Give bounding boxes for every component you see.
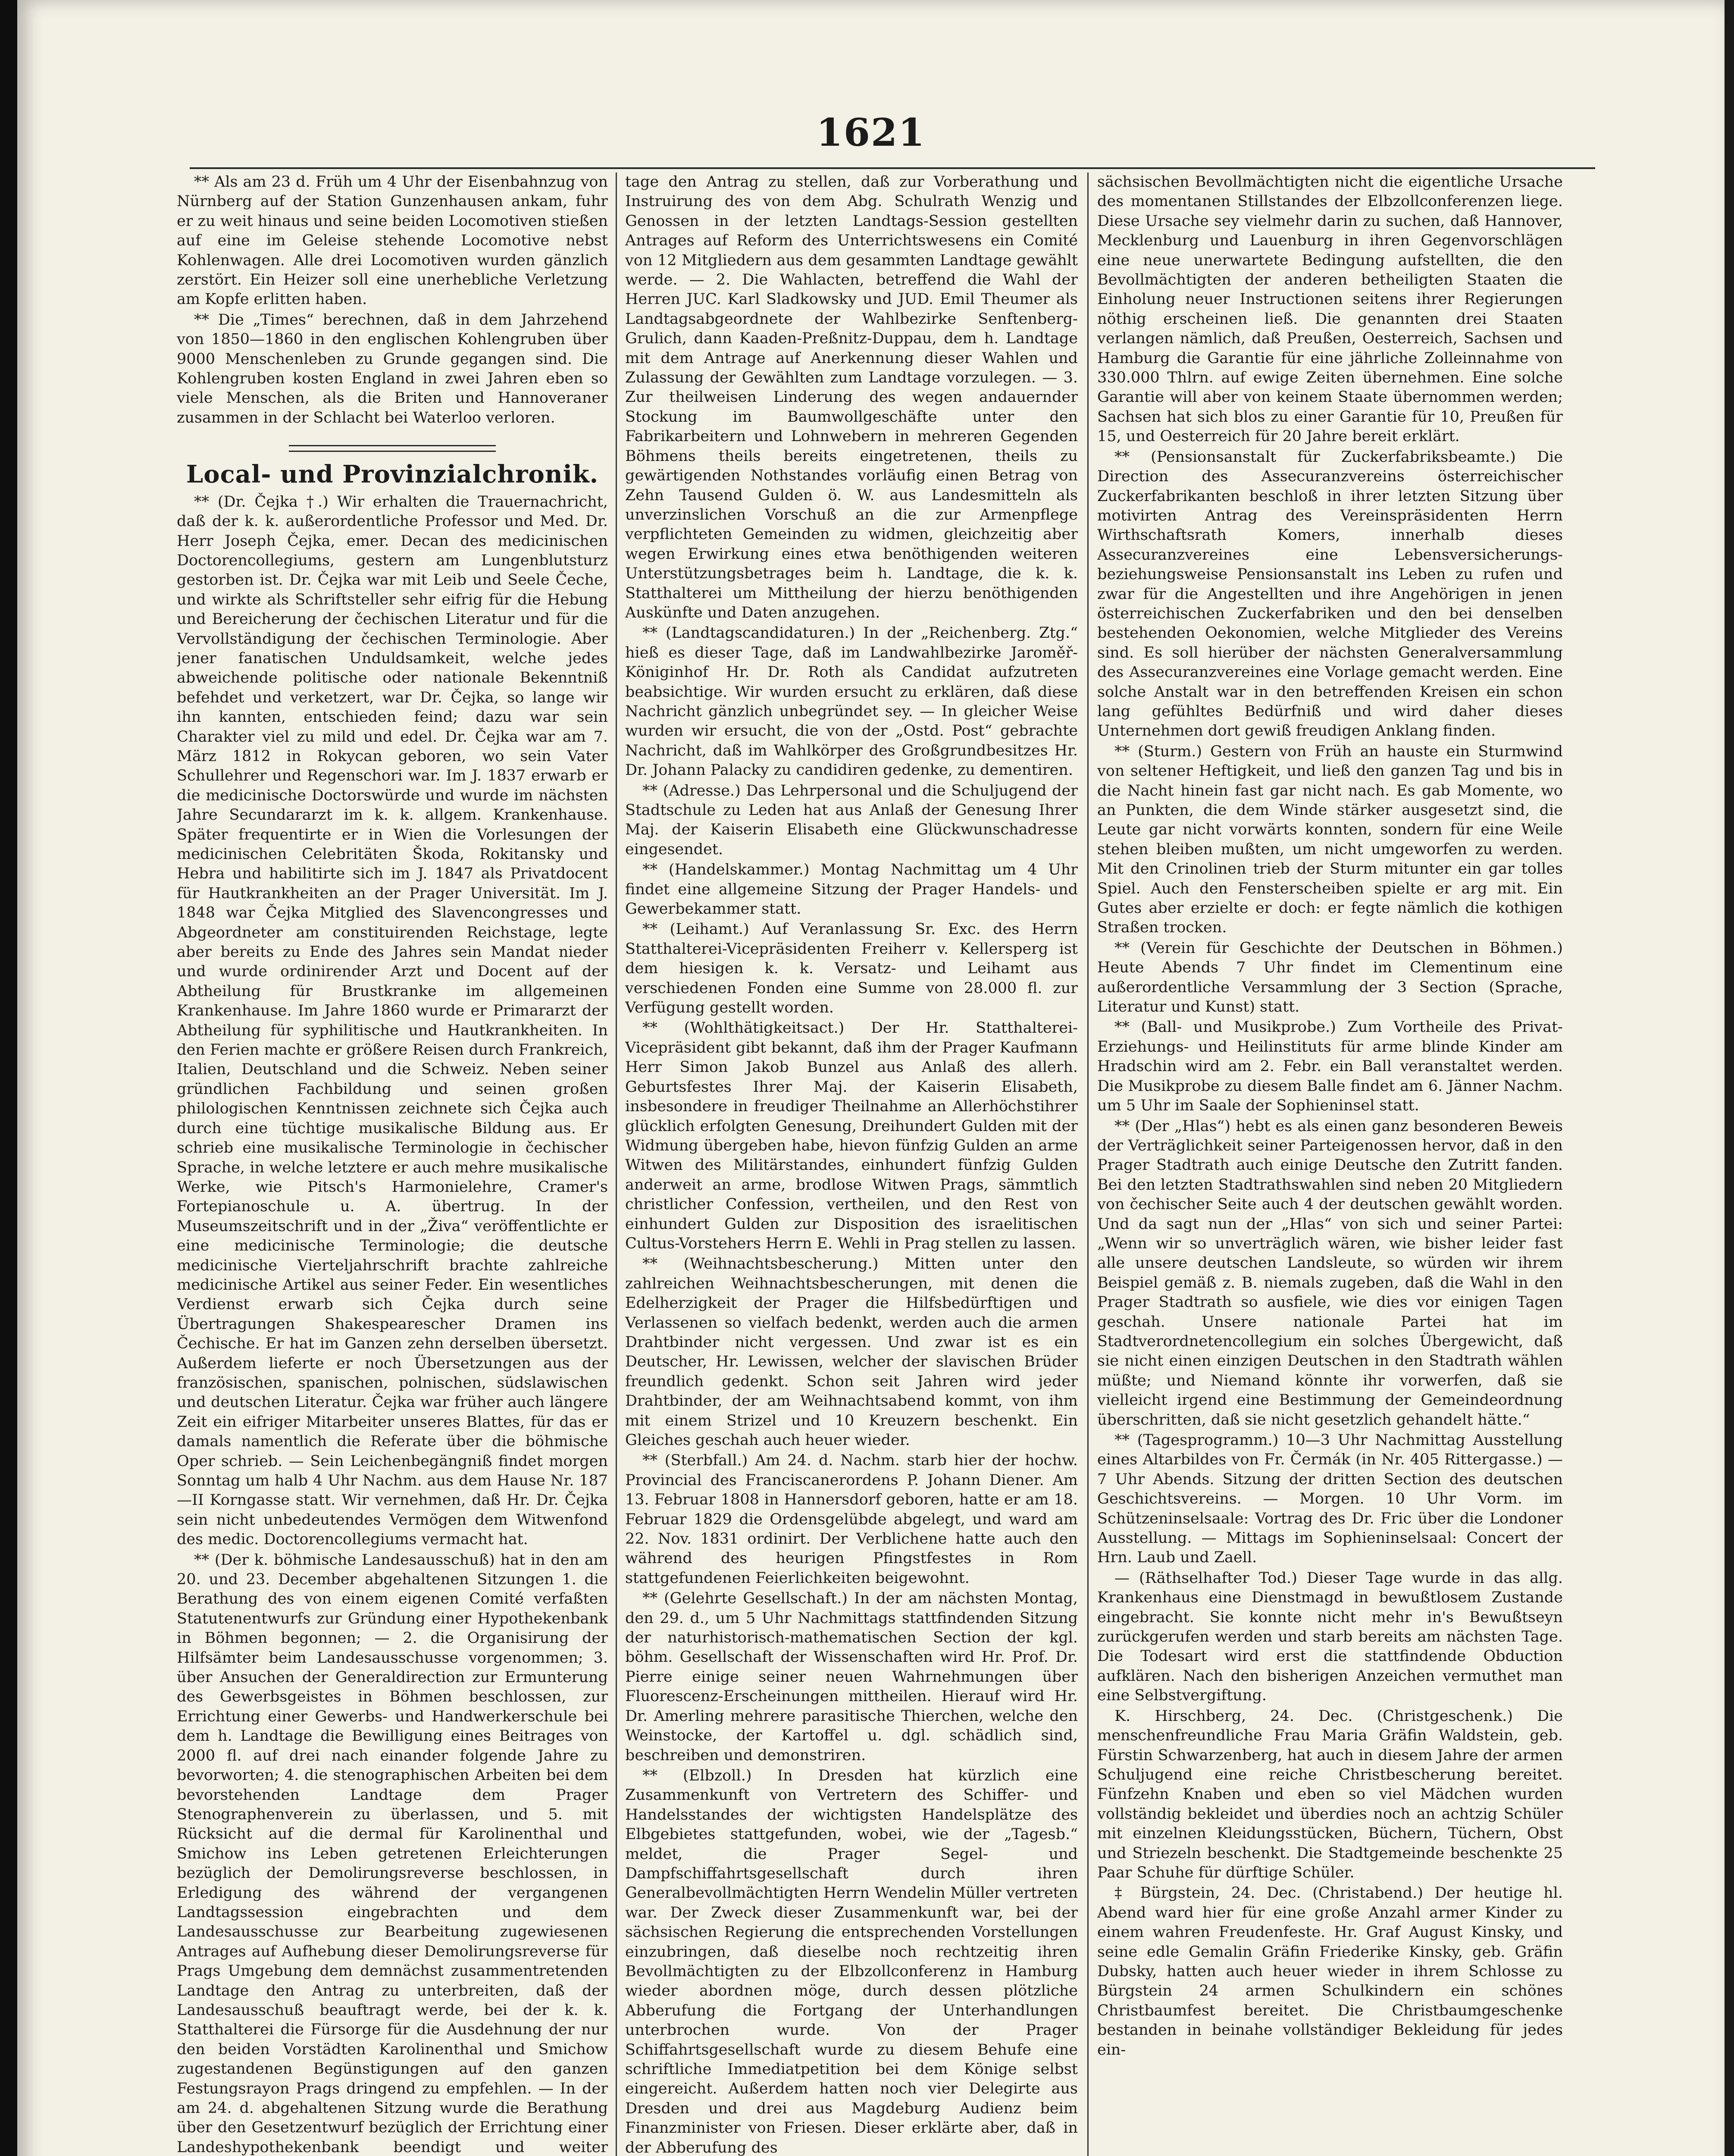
column-divider	[1087, 172, 1089, 2156]
article-paragraph: sächsischen Bevollmächtigten nicht die eigentliche Ursache des momentanen Stillstandes der Elbzollconferenzen liege. Diese Ursache sey vielmehr darin zu suchen, daß Hannover, Mecklenburg und Lauenburg in ihren Gegenvorschlägen eine neue unerwartete Bedingung aufstellten, die den Bevollmächtigten der anderen betheiligten Staaten die Einholung neuer Instructionen seitens ihrer Regierungen nöthig erscheinen ließ. Die genannten drei Staaten verlangen nämlich, daß Preußen, Oesterreich, Sachsen und Hamburg die Garantie für eine jährliche Zolleinnahme von 330.000 Thlrn. auf ewige Zeiten übernehmen. Eine solche Garantie will aber von keinem Staate übernommen werden; Sachsen hat sich blos zu einer Garantie für 10, Preußen für 15, und Oesterreich für 20 Jahre bereit erklärt.	[1097, 173, 1563, 445]
article-paragraph: ** Als am 23 d. Früh um 4 Uhr der Eisenbahnzug von Nürnberg auf der Station Gunzenhausen ankam, fuhr er zu weit hinaus und seine beiden Locomotiven stießen auf eine im Geleise stehende Locomotive nebst Kohlenwagen. Alle drei Locomotiven wurden gänzlich zerstört. Ein Heizer soll eine unerhebliche Verletzung am Kopfe erlitten haben.	[177, 173, 608, 308]
article-paragraph: ** (Ball- und Musikprobe.) Zum Vortheile des Privat-Erziehungs- und Heilinstituts für arme blinde Kinder am Hradschin wird am 2. Febr. ein Ball veranstaltet werden. Die Musikprobe zu diesem Balle findet am 6. Jänner Nachm. um 5 Uhr im Saale der Sophieninsel statt.	[1097, 1018, 1563, 1115]
article-paragraph: ** Die „Times“ berechnen, daß in dem Jahrzehend von 1850—1860 in den englischen Kohlengruben über 9000 Menschenleben zu Grunde gegangen sind. Die Kohlengruben kosten England in zwei Jahren eben so viele Menschen, als die Briten und Hannoveraner zusammen in der Schlacht bei Waterloo verloren.	[177, 311, 608, 426]
article-paragraph: ** (Wohlthätigkeitsact.) Der Hr. Statthalterei-Vicepräsident gibt bekannt, daß ihm der Prager Kaufmann Herr Simon Jakob Bunzel aus Anlaß des allerh. Geburtsfestes Ihrer Maj. der Kaiserin Elisabeth, insbesondere in freudiger Theilnahme an Allerhöchstihrer glücklich erfolgten Genesung, Dreihundert Gulden mit der Widmung übergeben habe, hievon fünfzig Gulden an arme Witwen des Militärstandes, einhundert fünfzig Gulden anderweit an arme, brodlose Witwen Prags, sämmtlich christlicher Confession, vertheilen, und den Rest von einhundert Gulden zur Disposition des israelitischen Cultus-Vorstehers Herrn E. Wehli in Prag stellen zu lassen.	[625, 1019, 1078, 1252]
article-paragraph: ** (Pensionsanstalt für Zuckerfabriksbeamte.) Die Direction des Assecuranzvereins österreichischer Zuckerfabrikanten beschloß in ihrer letzten Sitzung über motivirten Antrag des Vereinspräsidenten Herrn Wirthschaftsrath Komers, innerhalb dieses Assecuranzvereines eine Lebensversicherungs- beziehungsweise Pensionsanstalt ins Leben zu rufen und zwar für die Angestellten und ihre Angehörigen in jenen österreichischen Zuckerfabriken und den bei denselben bestehenden Oekonomien, welche Mitglieder des Vereins sind. Es soll hierüber der nächsten Generalversammlung des Assecuranzvereines eine Vorlage gemacht werden. Eine solche Anstalt war in den betreffenden Kreisen ein schon lang gefühltes Bedürfniß und wird daher dieses Unternehmen dort gewiß freudigen Anklang finden.	[1097, 448, 1563, 740]
article-paragraph: — (Räthselhafter Tod.) Dieser Tage wurde in das allg. Krankenhaus eine Dienstmagd in bewußtlosem Zustande eingebracht. Sie konnte nicht mehr in's Bewußtseyn zurückgerufen werden und starb bereits am nächsten Tage. Die Todesart wird erst die stattfindende Obduction aufklären. Nach den bisherigen Anzeichen vermuthet man eine Selbstvergiftung.	[1097, 1569, 1563, 1705]
article-paragraph: ** (Der k. böhmische Landesausschuß) hat in den am 20. und 23. December abgehaltenen Sitzungen 1. die Berathung des von einem eigenen Comité verfaßten Statutenentwurfs zur Gründung einer Hypothekenbank in Böhmen begonnen; — 2. die Organisirung der Hilfsämter beim Landesausschusse vorgenommen; 3. über Ansuchen der Generaldirection zur Ermunterung des Gewerbsgeistes in Böhmen beschlossen, zur Errichtung einer Gewerbs- und Handwerkerschule bei dem h. Landtage die Bewilligung eines Beitrages von 2000 fl. auf drei nach einander folgende Jahre zu bevorworten; 4. die stenographischen Arbeiten bei dem bevorstehenden Landtage dem Prager Stenographenverein zu überlassen, und 5. mit Rücksicht auf die dermal für Karolinenthal und Smichow ins Leben getretenen Erleichterungen bezüglich der Demolirungsreverse beschlossen, in Erledigung des während der vergangenen Landtagssession eingebrachten und dem Landesausschusse zur Bearbeitung zugewiesenen Antrages auf Aufhebung dieser Demolirungsreverse für Prags Umgebung dem demnächst zusammentretenden Landtage den Antrag zu unterbreiten, daß der Landesausschuß beauftragt werde, bei der k. k. Statthalterei die Fürsorge für die Ausdehnung der nur den beiden Vorstädten Karolinenthal und Smichow zugestandenen Begünstigungen auf den ganzen Festungsrayon Prags dringend zu empfehlen. — In der am 24. d. abgehaltenen Sitzung wurde die Berathung über den Gesetzentwurf bezüglich der Errichtung einer Landeshypothekenbank beendigt und weiter	[177, 1551, 608, 2156]
column-right	[1097, 172, 1563, 2156]
article-paragraph: ‡ Bürgstein, 24. Dec. (Christabend.) Der heutige hl. Abend ward hier für eine große Anzahl armer Kinder zu einem wahren Freudenfeste. Hr. Graf August Kinsky, und seine edle Gemalin Gräfin Friederike Kinsky, geb. Gräfin Dubsky, hatten auch heuer wieder in ihrem Schlosse zu Bürgstein 24 armen Schulkindern ein schönes Christbaumfest bereitet. Die Christbaumgeschenke bestanden in beinahe vollständiger Bekleidung für jedes ein-	[1097, 1884, 1563, 2059]
article-paragraph: ** (Leihamt.) Auf Veranlassung Sr. Exc. des Herrn Statthalterei-Vicepräsidenten Freiherr v. Kellersperg ist dem hiesigen k. k. Versatz- und Leihamt aus verschiedenen Fonden eine Summe von 28.000 fl. zur Verfügung gestellt worden.	[625, 921, 1078, 1017]
article-paragraph: ** (Verein für Geschichte der Deutschen in Böhmen.) Heute Abends 7 Uhr findet im Clementinum eine außerordentliche Versammlung der 3 Section (Sprache, Literatur und Kunst) statt.	[1097, 939, 1563, 1016]
article-paragraph: ** (Sterbfall.) Am 24. d. Nachm. starb hier der hochw. Provincial des Franciscanerordens P. Johann Diener. Am 13. Februar 1808 in Hannersdorf geboren, hatte er am 18. Februar 1829 die Ordensgelübde abgelegt, und ward am 22. Nov. 1831 ordinirt. Der Verblichene hatte auch den während des heurigen Pfingstfestes in Rom stattgefundenen Feierlichkeiten beigewohnt.	[625, 1452, 1078, 1587]
column-divider	[616, 172, 617, 2156]
article-paragraph: ** (Sturm.) Gestern von Früh an hauste ein Sturmwind von seltener Heftigkeit, und ließ den ganzen Tag und bis in die Nacht hinein fast gar nicht nach. Es gab Momente, wo an Punkten, die dem Winde stärker ausgesetzt sind, die Leute gar nicht vorwärts konnten, sondern für eine Weile stehen bleiben mußten, um nicht umgeworfen zu werden. Mit den Crinolinen trieb der Sturm mitunter ein gar tolles Spiel. Auch den Fensterscheiben spielte er arg mit. Ein Gutes aber erzielte er doch: er fegte nämlich die kothigen Straßen trocken.	[1097, 743, 1563, 937]
article-paragraph: K. Hirschberg, 24. Dec. (Christgeschenk.) Die menschenfreundliche Frau Maria Gräfin Waldstein, geb. Fürstin Schwarzenberg, hat auch in diesem Jahre der armen Schuljugend eine reiche Christbescherung bereitet. Fünfzehn Knaben und eben so viel Mädchen wurden vollständig bekleidet und überdies noch an achtzig Schüler mit einzelnen Kleidungsstücken, Büchern, Tüchern, Obst und Striezeln beschenkt. Die Stadtgemeinde beschenkte 25 Paar Schuhe für dürftige Schüler.	[1097, 1707, 1563, 1881]
header-rule	[190, 167, 1595, 169]
page-number: 1621	[816, 110, 926, 155]
article-paragraph: ** (Weihnachtsbescherung.) Mitten unter den zahlreichen Weihnachtsbescherungen, mit denen die Edelherzigkeit der Prager die Hilfsbedürftigen und Verlassenen so vielfach bedenkt, werden auch die armen Drahtbinder nicht vergessen. Und zwar ist es ein Deutscher, Hr. Lewissen, welcher der slavischen Brüder freundlich gedenkt. Schon seit Jahren wird jeder Drahtbinder, der am Weihnachtsabend kommt, von ihm mit einem Strizel und 10 Kreuzern beschenkt. Ein Gleiches geschah auch heuer wieder.	[625, 1255, 1078, 1449]
column-middle	[625, 172, 1078, 2156]
article-paragraph: tage den Antrag zu stellen, daß zur Vorberathung und Instruirung des von dem Abg. Schulrath Wenzig und Genossen in der letzten Landtags-Session gestellten Antrages auf Reform des Unterrichtswesens ein Comité von 12 Mitgliedern aus dem gesammten Landtage gewählt werde. — 2. Die Wahlacten, betreffend die Wahl der Herren JUC. Karl Sladkowsky und JUD. Emil Theumer als Landtagsabgeordnete der Wahlbezirke Senftenberg-Grulich, dann Kaaden-Preßnitz-Duppau, dem h. Landtage mit dem Antrage auf Anerkennung dieser Wahlen und Zulassung der Gewählten zum Landtage vorzulegen. — 3. Zur theilweisen Linderung des wegen andauernder Stockung im Baumwollgeschäfte unter den Fabrikarbeitern und Lohnwebern in mehreren Gegenden Böhmens theils bereits eingetretenen, theils zu gewärtigenden Nothstandes vorläufig einen Betrag von Zehn Tausend Gulden ö. W. aus Landesmitteln als unverzinslichen Vorschuß an die zur Armenpflege verpflichteten Gemeinden zu widmen, gleichzeitig aber wegen Erwirkung eines etwa benöthigenden weiteren Unterstützungsbetrages beim h. Landtage, die k. k. Statthalterei um Mittheilung der hierzu benöthigenden Auskünfte und Daten anzugehen.	[625, 173, 1078, 621]
section-separator	[289, 445, 496, 452]
article-paragraph: ** (Handelskammer.) Montag Nachmittag um 4 Uhr findet eine allgemeine Sitzung der Prager Handels- und Gewerbekammer statt.	[625, 861, 1078, 918]
article-paragraph: ** (Elbzoll.) In Dresden hat kürzlich eine Zusammenkunft von Vertretern des Schiffer- und Handelsstandes der wichtigsten Handelsplätze des Elbgebietes stattgefunden, wobei, wie der „Tagesb.“ meldet, die Prager Segel- und Dampfschiffahrtsgesellschaft durch ihren Generalbevollmächtigten Herrn Wendelin Müller vertreten war. Der Zweck dieser Zusammenkunft war, bei der sächsischen Regierung die entsprechenden Vorstellungen einzubringen, daß dieselbe noch rechtzeitig ihren Bevollmächtigten zu der Elbzollconferenz in Hamburg wieder abordnen möge, durch dessen plötzliche Abberufung die Fortgang der Unterhandlungen unterbrochen wurde. Von der Prager Schiffahrtsgesellschaft wurde zu diesem Behufe eine schriftliche Immediatpetition bei dem Könige selbst eingereicht. Außerdem hatten noch vier Delegirte aus Dresden und drei aus Magdeburg Audienz beim Finanzminister von Friesen. Dieser erklärte aber, daß in der Abberufung des	[625, 1767, 1078, 2156]
section-title: Local- und Provinzialchronik.	[186, 460, 599, 489]
article-paragraph: ** (Gelehrte Gesellschaft.) In der am nächsten Montag, den 29. d., um 5 Uhr Nachmittags stattfindenden Sitzung der naturhistorisch-mathematischen Section der kgl. böhm. Gesellschaft der Wissenschaften wird Hr. Prof. Dr. Pierre einige seiner neuen Wahrnehmungen über Fluorescenz-Erscheinungen mittheilen. Hierauf wird Hr. Dr. Amerling mehrere parasitische Thierchen, welche den Weinstocke, der Kartoffel u. dgl. schädlich sind, beschreiben und demonstriren.	[625, 1590, 1078, 1764]
book-spine	[0, 0, 17, 2156]
article-paragraph: ** (Tagesprogramm.) 10—3 Uhr Nachmittag Ausstellung eines Altarbildes von Fr. Čermák (in Nr. 405 Rittergasse.) — 7 Uhr Abends. Sitzung der dritten Section des deutschen Geschichtsvereins. — Morgen. 10 Uhr Vorm. im Schützeninselsaale: Vortrag des Dr. Fric über die Londoner Ausstellung. — Mittags im Sophieninselsaal: Concert der Hrn. Laub und Zaell.	[1097, 1432, 1563, 1567]
column-left	[177, 172, 608, 2156]
article-paragraph: ** (Dr. Čejka †.) Wir erhalten die Trauernachricht, daß der k. k. außerordentliche Professor und Med. Dr. Herr Joseph Čejka, emer. Decan des medicinischen Doctorencollegiums, gestern am Lungenblutsturz gestorben ist. Dr. Čejka war mit Leib und Seele Čeche, und wirkte als Schriftsteller sehr eifrig für die Hebung und Bereicherung der čechischen Literatur und für die Vervollständigung der čechischen Terminologie. Aber jener fanatischen Unduldsamkeit, welche jedes abweichende politische oder nationale Bekenntniß befehdet und verketzert, war Dr. Čejka, so lange wir ihn kannten, entschieden feind; dazu war sein Charakter viel zu mild und edel. Dr. Čejka war am 7. März 1812 in Rokycan geboren, wo sein Vater Schullehrer und Regenschori war. Im J. 1837 erwarb er die medicinische Doctorswürde und wurde im nächsten Jahre Secundararzt im k. k. allgem. Krankenhause. Später frequentirte er in Wien die Vorlesungen der medicinischen Celebritäten Škoda, Rokitansky und Hebra und habilitirte sich im J. 1847 als Privatdocent für Hautkrankheiten an der Prager Universität. Im J. 1848 war Čejka Mitglied des Slavencongresses und Abgeordneter am constituirenden Reichstage, legte aber bereits zu Ende des Jahres sein Mandat nieder und wurde ordinirender Arzt und Docent auf der Abtheilung für Brustkranke im allgemeinen Krankenhause. Im Jahre 1860 wurde er Primararzt der Abtheilung für syphilitische und Hautkrankheiten. In den Ferien machte er größere Reisen durch Frankreich, Italien, Deutschland und die Schweiz. Neben seiner gründlichen Fachbildung und seinen großen philologischen Kenntnissen zeichnete sich Čejka auch durch eine tüchtige musikalische Bildung aus. Er schrieb eine musikalische Terminologie in čechischer Sprache, in welche letztere er auch mehre musikalische Werke, wie Pitsch's Harmonielehre, Cramer's Fortepianoschule u. A. übertrug. In der Museumszeitschrift und in der „Živa“ veröffentlichte er eine medicinische Terminologie; die deutsche medicinische Vierteljahrschrift brachte zahlreiche medicinische Artikel aus seiner Feder. Ein wesentliches Verdienst erwarb sich Čejka durch seine Übertragungen Shakespearescher Dramen ins Čechische. Er hat im Ganzen zehn derselben übersetzt. Außerdem lieferte er noch Übersetzungen aus der französischen, spanischen, polnischen, südslawischen und deutschen Literatur. Čejka war früher auch längere Zeit ein eifriger Mitarbeiter unseres Blattes, für das er damals namentlich die Referate über die böhmische Oper schrieb. — Sein Leichenbegängniß findet morgen Sonntag um halb 4 Uhr Nachm. aus dem Hause Nr. 187—II Korngasse statt. Wir vernehmen, daß Hr. Dr. Čejka sein nicht unbedeutendes Vermögen dem Witwenfond des medic. Doctorencollegiums vermacht hat.	[177, 493, 608, 1548]
article-paragraph: ** (Landtagscandidaturen.) In der „Reichenberg. Ztg.“ hieß es dieser Tage, daß im Landwahlbezirke Jaroměř-Königinhof Hr. Dr. Roth als Candidat aufzutreten beabsichtige. Wir wurden ersucht zu erklären, daß diese Nachricht gänzlich unbegründet sey. — In gleicher Weise wurden wir ersucht, die von der „Ostd. Post“ gebrachte Nachricht, daß im Wahlkörper des Großgrundbesitzes Hr. Dr. Johann Palacky zu candidiren gedenke, zu dementiren.	[625, 624, 1078, 779]
article-paragraph: ** (Der „Hlas“) hebt es als einen ganz besonderen Beweis der Verträglichkeit seiner Parteigenossen hervor, daß in den Prager Stadtrath auch einige Deutsche den Zutritt fanden. Bei den letzten Stadtrathswahlen sind neben 20 Mitgliedern von čechischer Seite auch 4 der deutschen gewählt worden. Und da sagt nun der „Hlas“ von sich und seiner Partei: „Wenn wir so unverträglich wären, wie bisher leider fast alle unsere deutschen Landsleute, so würden wir ihrem Beispiel gemäß z. B. niemals zugeben, daß die Wahl in den Prager Stadtrath so ausfiele, wie dies vor einigen Tagen geschah. Unsere nationale Partei hat im Stadtverordnetencollegium ein solches Übergewicht, daß sie nicht einen einzigen Deutschen in den Stadtrath wählen müßte; und Niemand könnte ihr vorwerfen, daß sie vielleicht irgend eine Bestimmung der Gemeindeordnung überschritten, daß sie nicht gesetzlich gehandelt hätte.“	[1097, 1117, 1563, 1429]
article-paragraph: ** (Adresse.) Das Lehrpersonal und die Schuljugend der Stadtschule zu Leden hat aus Anlaß der Genesung Ihrer Maj. der Kaiserin Elisabeth eine Glückwunschadresse eingesendet.	[625, 782, 1078, 858]
